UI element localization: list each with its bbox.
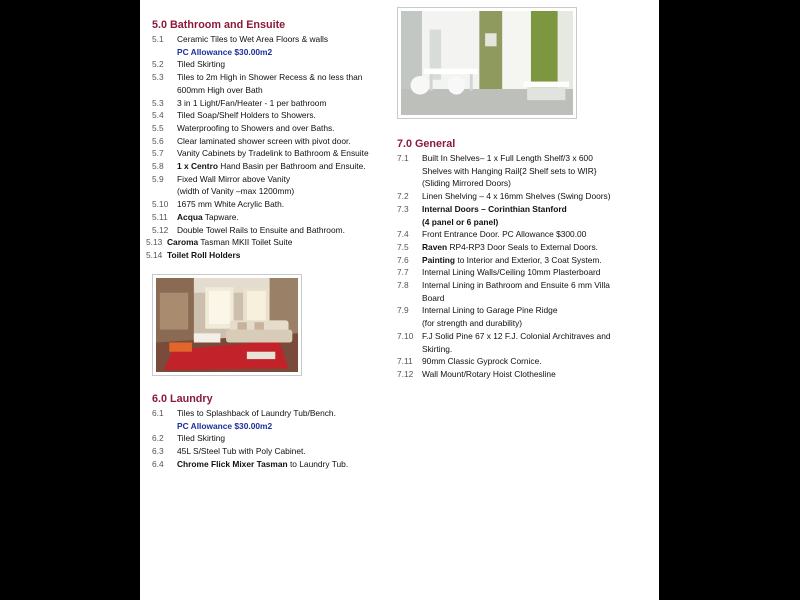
item-number: 5.10 — [152, 199, 169, 210]
item-text: RP4-RP3 Door Seals to External Doors. — [447, 241, 598, 252]
item-number: 7.5 — [397, 241, 409, 252]
item-text: Board — [422, 292, 445, 303]
item-number: 5.5 — [152, 122, 164, 133]
item-text: Tasman MKII Toilet Suite — [198, 237, 293, 248]
spec-item — [397, 203, 659, 228]
item-text: Fixed Wall Mirror above Vanity — [177, 173, 291, 184]
item-number: 5.2 — [152, 59, 164, 70]
item-number: 7.6 — [397, 254, 409, 265]
item-text-bold: (4 panel or 6 panel) — [422, 216, 499, 227]
spec-item — [152, 211, 392, 224]
item-text-bold: Toilet Roll Holders — [167, 249, 241, 260]
item-number: 6.2 — [152, 433, 164, 444]
spec-item — [397, 355, 659, 368]
pc-allowance: PC Allowance $30.00m2 — [177, 420, 273, 431]
spec-item — [397, 266, 659, 279]
item-number: 5.8 — [152, 161, 164, 172]
spec-item — [152, 46, 392, 59]
item-number: 7.4 — [397, 229, 409, 240]
bathroom-list — [146, 33, 392, 262]
item-text: Tiles to Splashback of Laundry Tub/Bench. — [177, 408, 336, 418]
spec-item — [397, 330, 659, 355]
item-text: Tiled Skirting — [177, 59, 226, 70]
item-number: 7.3 — [397, 203, 409, 214]
item-number: 5.3 — [152, 72, 164, 83]
item-text: Internal Lining in Bathroom and Ensuite 6 mm Villa — [422, 280, 610, 291]
spec-item — [146, 249, 392, 262]
spec-item — [152, 33, 392, 46]
item-text-bold: Painting — [422, 254, 456, 265]
spec-item — [397, 228, 659, 241]
item-text: Waterproofing to Showers and over Baths. — [177, 122, 335, 133]
spec-item — [397, 152, 659, 190]
item-text: Tiled Skirting — [177, 433, 226, 444]
item-text-bold: Chrome Flick Mixer Tasman — [177, 458, 288, 469]
general-list — [397, 152, 659, 381]
item-text: 600mm High over Bath — [177, 84, 263, 95]
item-text: Vanity Cabinets by Tradelink to Bathroom & Ensuite — [177, 148, 369, 159]
item-text: 1675 mm White Acrylic Bath. — [177, 199, 285, 210]
spec-item — [152, 71, 392, 96]
item-number: 5.6 — [152, 135, 164, 146]
item-number: 5.14 — [146, 249, 163, 260]
spec-item — [397, 254, 659, 267]
spec-item — [152, 407, 392, 420]
item-number: 7.10 — [397, 330, 414, 341]
general-section — [397, 137, 659, 381]
lounge-room-image — [156, 278, 298, 372]
pc-allowance: PC Allowance $30.00m2 — [177, 46, 273, 57]
spec-item — [152, 109, 392, 122]
item-number: 7.9 — [397, 305, 409, 316]
item-text-bold: Internal Doors – Corinthian Stanford — [422, 203, 567, 214]
spec-item — [152, 58, 392, 71]
section-title-general: 7.0 General — [397, 138, 456, 150]
item-text: Front Entrance Door. PC Allowance $300.00 — [422, 229, 587, 240]
item-text: Tiled Soap/Shelf Holders to Showers. — [177, 110, 316, 121]
laundry-list — [152, 407, 392, 471]
spec-item — [152, 420, 392, 433]
laundry-section — [152, 392, 392, 471]
spec-item — [152, 198, 392, 211]
item-text: Wall Mount/Rotary Hoist Clothesline — [422, 368, 556, 379]
item-number: 5.3 — [152, 97, 164, 108]
item-text: Skirting. — [422, 343, 453, 354]
item-text: (width of Vanity –max 1200mm) — [177, 186, 295, 197]
item-number: 7.1 — [397, 153, 409, 163]
item-number: 5.1 — [152, 34, 164, 44]
spec-item — [397, 190, 659, 203]
item-text: Tiles to 2m High in Shower Recess & no less than — [177, 72, 363, 83]
item-number: 7.8 — [397, 280, 409, 291]
item-text: Hand Basin per Bathroom and Ensuite. — [217, 161, 366, 172]
spec-item — [146, 236, 392, 249]
item-number: 5.11 — [152, 211, 168, 222]
spec-item — [152, 160, 392, 173]
item-text: Shelves with Hanging Rail{2 Shelf sets to WIR} — [422, 165, 597, 176]
spec-item — [397, 279, 659, 304]
item-text: 90mm Classic Gyprock Cornice. — [422, 356, 542, 367]
spec-item — [152, 224, 392, 237]
item-text: to Interior and Exterior, 3 Coat System. — [455, 254, 602, 265]
lounge-room-photo — [152, 274, 302, 376]
item-number: 6.4 — [152, 458, 164, 469]
item-text: (for strength and durability) — [422, 318, 523, 329]
spec-item — [152, 445, 392, 458]
item-number: 7.11 — [397, 356, 413, 367]
item-number: 5.7 — [152, 148, 164, 159]
bathroom-section — [146, 18, 392, 262]
spec-item — [152, 135, 392, 148]
item-number — [152, 420, 177, 433]
spec-item — [397, 304, 659, 329]
spec-item — [152, 147, 392, 160]
spec-item — [397, 368, 659, 381]
kitchen-photo — [397, 7, 577, 119]
item-text: 3 in 1 Light/Fan/Heater - 1 per bathroom — [177, 97, 327, 108]
item-number: 6.1 — [152, 408, 164, 418]
item-text-bold: 1 x Centro — [177, 161, 218, 172]
item-text: (Sliding Mirrored Doors) — [422, 178, 511, 189]
spec-page — [140, 0, 659, 600]
item-text-bold: Acqua — [177, 211, 203, 222]
item-number: 7.2 — [397, 191, 409, 202]
item-text: Internal Lining Walls/Ceiling 10mm Plasterboard — [422, 267, 601, 278]
item-text-bold: Raven — [422, 241, 448, 252]
spec-item — [152, 122, 392, 135]
section-title-laundry: 6.0 Laundry — [152, 393, 213, 405]
item-text: Clear laminated shower screen with pivot door. — [177, 135, 351, 146]
item-text-bold: Caroma — [167, 237, 199, 248]
item-text: 45L S/Steel Tub with Poly Cabinet. — [177, 446, 306, 457]
section-title-bathroom: 5.0 Bathroom and Ensuite — [152, 19, 286, 31]
item-text: Internal Lining to Garage Pine Ridge — [422, 305, 558, 316]
item-text: F.J Solid Pine 67 x 12 F.J. Colonial Architraves and — [422, 330, 611, 341]
item-text: Ceramic Tiles to Wet Area Floors & walls — [177, 34, 329, 44]
spec-item — [397, 241, 659, 254]
item-text: Double Towel Rails to Ensuite and Bathroom. — [177, 224, 345, 235]
item-number: 6.3 — [152, 446, 164, 457]
kitchen-image — [401, 11, 573, 115]
item-text: to Laundry Tub. — [287, 458, 349, 469]
item-text: Built In Shelves– 1 x Full Length Shelf/3 x 600 — [422, 153, 593, 163]
item-number: 5.13 — [146, 237, 163, 248]
spec-item — [152, 458, 392, 471]
spec-item — [152, 432, 392, 445]
item-number: 5.9 — [152, 173, 164, 184]
item-text: Tapware. — [202, 211, 239, 222]
spec-item — [152, 173, 392, 198]
item-number: 7.7 — [397, 267, 409, 278]
item-number: 5.4 — [152, 110, 164, 121]
item-number — [152, 46, 177, 59]
item-number: 5.12 — [152, 224, 169, 235]
item-text: Linen Shelving – 4 x 16mm Shelves (Swing Doors) — [422, 191, 611, 202]
spec-item — [152, 97, 392, 110]
item-number: 7.12 — [397, 368, 414, 379]
